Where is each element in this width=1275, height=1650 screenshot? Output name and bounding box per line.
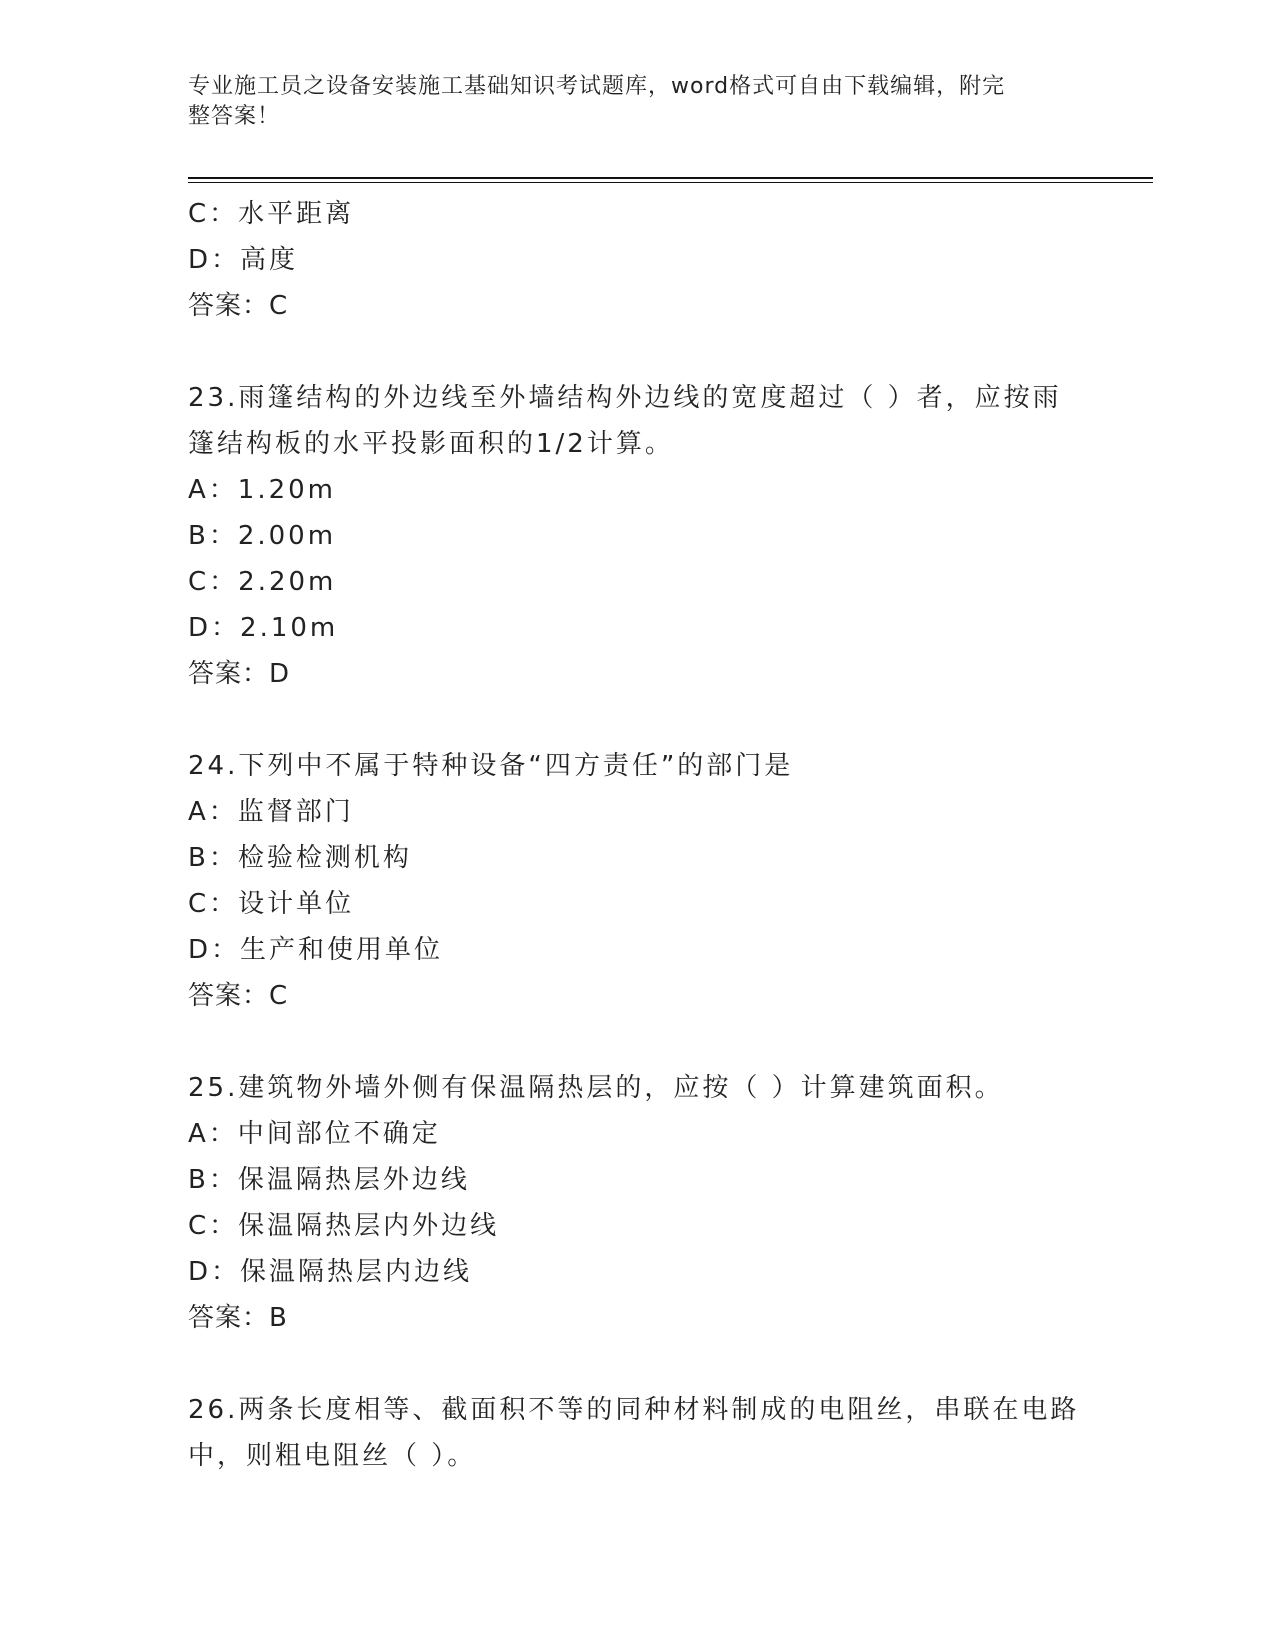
- answer: 答案：C: [188, 981, 289, 1011]
- question-23: [188, 375, 1068, 697]
- header-line-2: 整答案！: [188, 104, 281, 129]
- option-c: C：设计单位: [188, 889, 355, 919]
- answer: 答案：D: [188, 659, 291, 689]
- option-d: D：2.10m: [188, 613, 339, 643]
- option-c: C：保温隔热层内外边线: [188, 1211, 500, 1241]
- option-d: D：高度: [188, 245, 299, 275]
- option-d: D：生产和使用单位: [188, 935, 444, 965]
- question-text-line-2: 中，则粗电阻丝（ ）。: [188, 1441, 477, 1471]
- option-a: A：中间部位不确定: [188, 1119, 441, 1149]
- answer: 答案：B: [188, 1303, 288, 1333]
- question-text-line-1: 25.建筑物外墙外侧有保温隔热层的，应按（ ）计算建筑面积。: [188, 1073, 1004, 1103]
- option-c: C：水平距离: [188, 199, 355, 229]
- question-22-tail: [188, 191, 1068, 329]
- option-c: C：2.20m: [188, 567, 337, 597]
- question-25: [188, 1065, 1068, 1341]
- question-text-line-2: 篷结构板的水平投影面积的1/2计算。: [188, 429, 674, 459]
- question-text-line-1: 26.两条长度相等、截面积不等的同种材料制成的电阻丝，串联在电路: [188, 1395, 1080, 1425]
- question-24: [188, 743, 1068, 1019]
- header-line-1: 专业施工员之设备安装施工基础知识考试题库，word格式可自由下载编辑，附完: [188, 74, 1006, 99]
- page-header: [188, 72, 1068, 132]
- question-text-line-1: 24.下列中不属于特种设备“四方责任”的部门是: [188, 751, 794, 781]
- option-b: B：保温隔热层外边线: [188, 1165, 470, 1195]
- question-text-line-1: 23.雨篷结构的外边线至外墙结构外边线的宽度超过（ ）者，应按雨: [188, 383, 1062, 413]
- header-rule-thick: [188, 177, 1153, 179]
- option-a: A：监督部门: [188, 797, 354, 827]
- question-list: [188, 191, 1080, 1479]
- option-d: D：保温隔热层内边线: [188, 1257, 473, 1287]
- option-a: A：1.20m: [188, 475, 337, 505]
- header-rule-thin: [188, 182, 1153, 183]
- option-b: B：检验检测机构: [188, 843, 412, 873]
- option-b: B：2.00m: [188, 521, 337, 551]
- question-26: [188, 1387, 1080, 1479]
- answer: 答案：C: [188, 291, 289, 321]
